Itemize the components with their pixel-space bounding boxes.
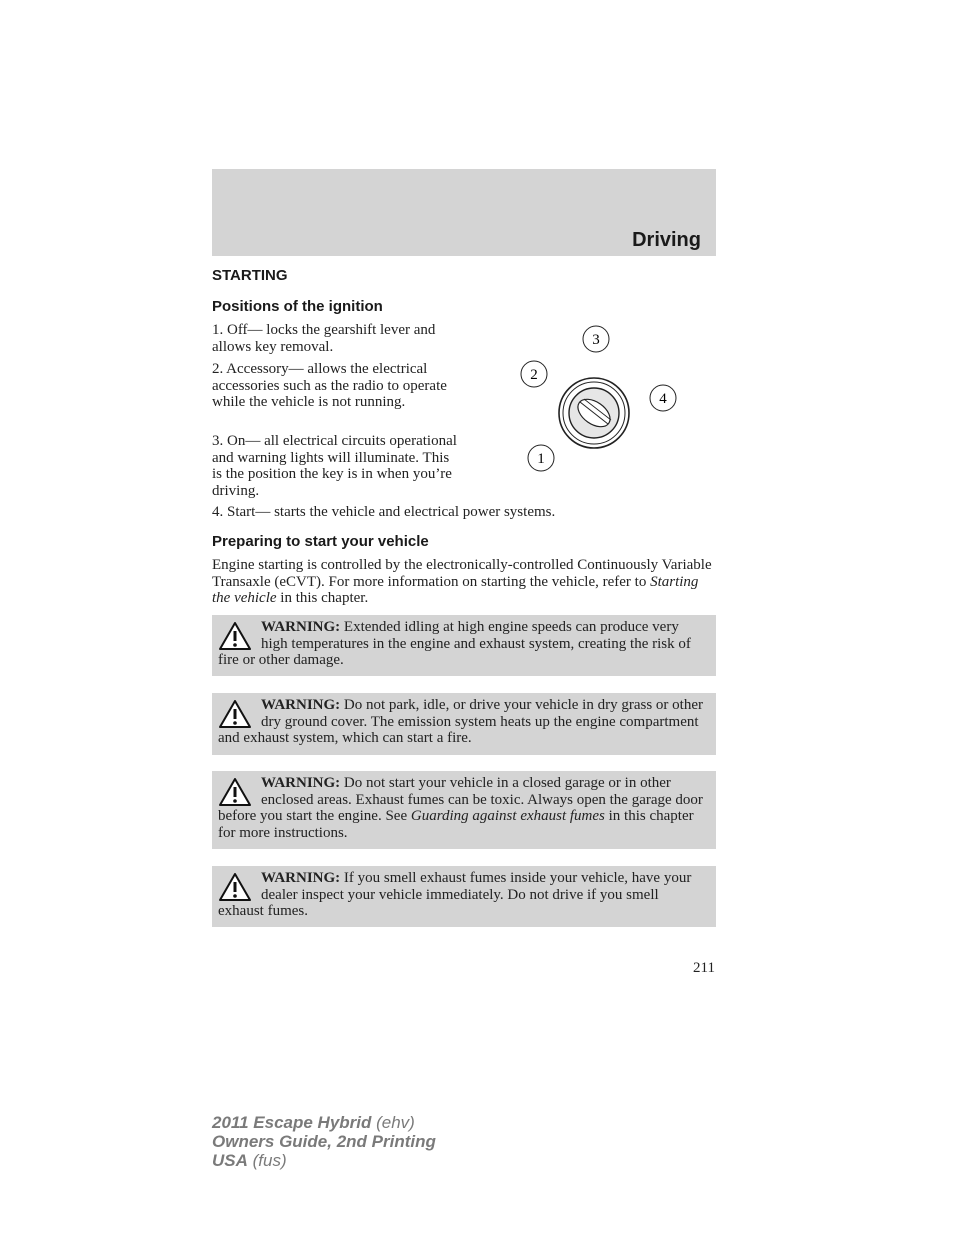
warning-triangle-icon [218,621,252,651]
position-label-3 [583,326,609,352]
warning-box-exhaust-fumes: WARNING: If you smell exhaust fumes inside your vehicle, have your dealer inspect your vehicle immediately. Do not drive if you smell exhaust fumes. [212,866,716,927]
exhaust-fumes-reference: Guarding against exhaust fumes [410,808,605,825]
warning-triangle-icon [218,699,252,729]
warning-box-closed-garage: WARNING: Do not start your vehicle in a closed garage or in other enclosed areas. Exhaust fumes can be toxic. Always open the garage door before you start the engine. See Guarding against exhaust fumes in this chapter for more instructions. [212,771,716,849]
ignition-heading: Positions of the ignition [212,298,383,315]
ignition-item-start: 4. Start— starts the vehicle and electrical power systems. [212,504,556,520]
footer-line-model: 2011 Escape Hybrid (ehv) [212,1113,415,1132]
page-number: 211 [693,960,715,976]
footer-line-guide: Owners Guide, 2nd Printing [212,1132,436,1151]
chapter-title: Driving [632,229,701,251]
position-label-4 [650,385,676,411]
position-label-2 [521,361,547,387]
svg-text:1: 1 [537,451,545,467]
ignition-item-accessory: 2. Accessory— allows the electrical accessories such as the radio to operate while the vehicle is not running. [212,361,447,411]
position-label-1 [528,445,554,471]
svg-text:2: 2 [530,367,538,383]
document-footer [212,1113,436,1170]
svg-text:3: 3 [592,332,600,348]
ignition-item-on: 3. On— all electrical circuits operational and warning lights will illuminate. This is the position the key is in when you’re driving. [212,433,457,499]
preparing-heading: Preparing to start your vehicle [212,533,429,550]
footer-line-region: USA (fus) [212,1151,287,1170]
starting-vehicle-reference: Starting the vehicle [212,573,699,607]
section-heading: STARTING [212,267,288,284]
preparing-paragraph: Engine starting is controlled by the electronically-controlled Continuously Variable Transaxle (eCVT). For more information on starting the vehicle, refer to Starting the vehicle in this chapter. [212,557,712,607]
ignition-switch-diagram [510,318,690,478]
ignition-item-off: 1. Off— locks the gearshift lever and allows key removal. [212,322,436,355]
warning-triangle-icon [218,777,252,807]
warning-box-idling: WARNING: Extended idling at high engine speeds can produce very high temperatures in the engine and exhaust system, creating the risk of fire or other damage. [212,615,716,676]
chapter-header-band [212,169,716,256]
svg-text:4: 4 [659,391,667,407]
warning-box-dry-grass: WARNING: Do not park, idle, or drive your vehicle in dry grass or other dry ground cover. The emission system heats up the engine compartment and exhaust system, which can start a fire. [212,693,716,755]
warning-triangle-icon [218,872,252,902]
